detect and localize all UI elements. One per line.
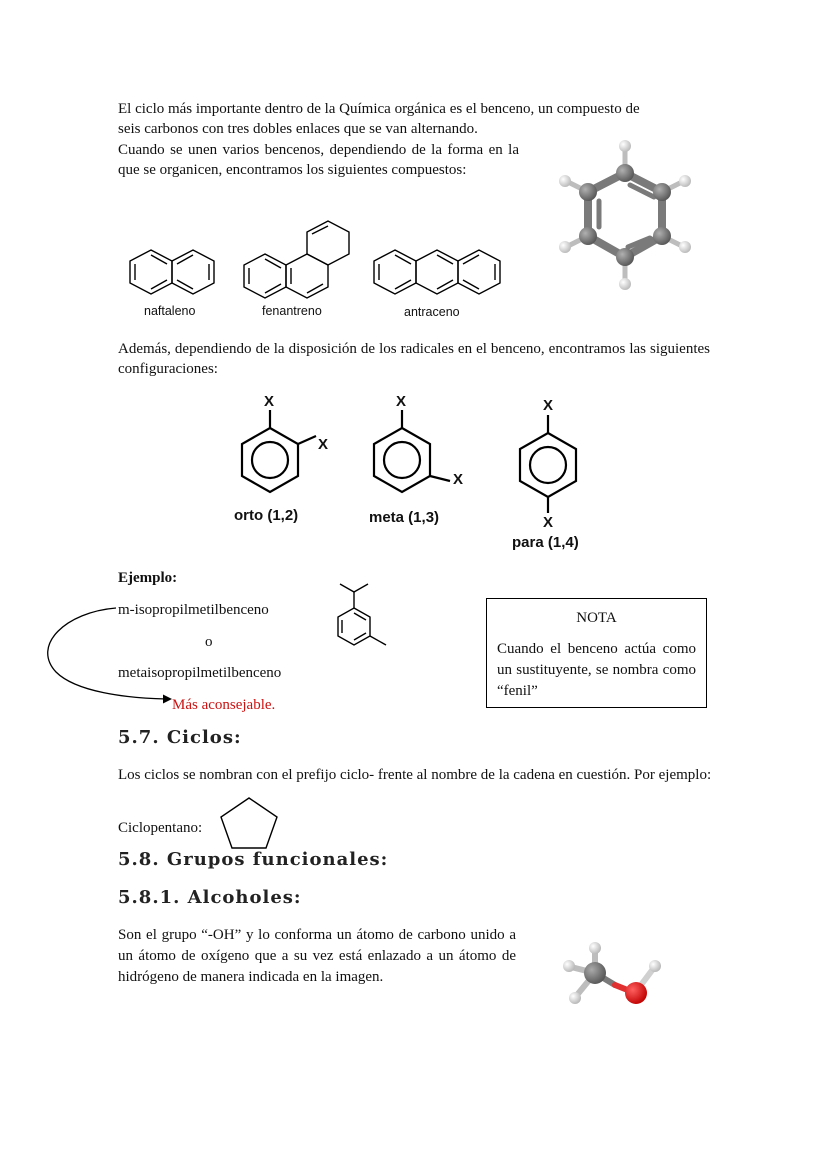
intro-line-2: seis carbonos con tres dobles enlaces que se van alternando. bbox=[118, 121, 478, 137]
para-x-top: X bbox=[543, 397, 554, 414]
benzene-3d-model bbox=[550, 135, 700, 295]
note-text: Cuando el benceno actúa como un sustituyente, se nombra como “fenil” bbox=[497, 641, 696, 699]
section-5-8-heading: 5.8. Grupos funcionales: bbox=[118, 849, 389, 870]
naftaleno-label: naftaleno bbox=[144, 304, 196, 318]
para-structure bbox=[510, 395, 590, 525]
meta-x-side: X bbox=[453, 471, 464, 488]
orto-x-side: X bbox=[318, 436, 329, 453]
example-title: Ejemplo: bbox=[118, 570, 178, 586]
meta-label: meta (1,3) bbox=[369, 509, 440, 526]
section-5-7-text: Los ciclos se nombran con el prefijo ciclo- frente al nombre de la cadena en cuestión. Por ejemplo: bbox=[118, 767, 712, 783]
note-box bbox=[486, 598, 707, 708]
orto-label: orto (1,2) bbox=[234, 507, 299, 524]
intro-paragraph-2: Cuando se unen varios bencenos, dependiendo de la forma en la que se organicen, encontramos los siguientes compuestos: bbox=[118, 142, 519, 178]
isopropilmetilbenceno-structure bbox=[326, 574, 396, 658]
section-5-8-1-text: Son el grupo “-OH” y lo conforma un átomo de carbono unido a un átomo de oxígeno que a su vez está enlazado a un átomo de hidrógeno de manera indicada en la imagen. bbox=[118, 927, 516, 985]
section-5-8-1-heading: 5.8.1. Alcoholes: bbox=[118, 887, 302, 908]
example-name-1: m-isopropilmetilbenceno bbox=[118, 602, 269, 618]
antraceno-structure bbox=[370, 245, 508, 297]
example-or: o bbox=[205, 634, 213, 650]
orto-x-top: X bbox=[264, 393, 275, 410]
fenantreno-structure bbox=[240, 214, 360, 302]
note-title: NOTA bbox=[576, 610, 617, 626]
para-x-bottom: X bbox=[543, 514, 554, 531]
ciclopentano-structure bbox=[216, 795, 282, 851]
antraceno-label: antraceno bbox=[404, 305, 460, 319]
example-name-2: metaisopropilmetilbenceno bbox=[118, 665, 282, 681]
metanol-3d-model bbox=[555, 935, 675, 1015]
naftaleno-structure bbox=[126, 245, 222, 297]
curved-arrow-icon bbox=[36, 600, 186, 710]
ciclopentano-label: Ciclopentano: bbox=[118, 820, 203, 836]
config-intro-paragraph: Además, dependiendo de la disposición de los radicales en el benceno, encontramos las siguientes configuraciones: bbox=[118, 341, 710, 377]
section-5-7-heading: 5.7. Ciclos: bbox=[118, 727, 242, 748]
example-recommended: Más aconsejable. bbox=[172, 697, 276, 713]
meta-x-top: X bbox=[396, 393, 407, 410]
para-label: para (1,4) bbox=[512, 534, 579, 551]
intro-line-1: El ciclo más importante dentro de la Química orgánica es el benceno, un compuesto de bbox=[118, 101, 640, 117]
fenantreno-label: fenantreno bbox=[262, 304, 322, 318]
meta-structure bbox=[364, 390, 474, 510]
